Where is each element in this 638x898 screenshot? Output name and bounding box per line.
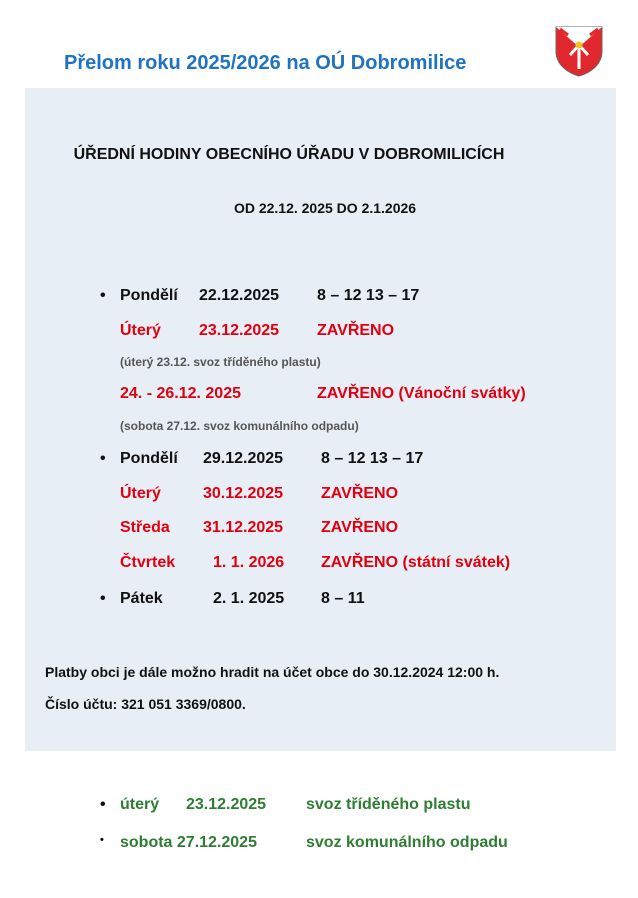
row-date: 29.12.2025	[203, 450, 284, 467]
row-hours: 8 – 12 13 – 17	[321, 450, 424, 467]
row-hours: ZAVŘENO	[321, 485, 399, 502]
account-number: Číslo účtu: 321 051 3369/0800.	[45, 696, 246, 712]
row-hours: 8 – 11	[321, 590, 365, 607]
bullet-icon: •	[100, 796, 106, 813]
row-date: 30.12.2025	[203, 485, 284, 502]
payment-info: Platby obci je dále možno hradit na účet obce do 30.12.2024 12:00 h.	[45, 664, 500, 680]
waste-label: svoz komunálního odpadu	[306, 834, 508, 851]
row-hours: 8 – 12 13 – 17	[317, 287, 420, 304]
bullet-icon: •	[100, 287, 106, 304]
row-day: Pondělí	[120, 450, 178, 467]
row-day: Úterý	[120, 485, 161, 502]
row-day: Pondělí	[120, 287, 178, 304]
row-date: 1. 1. 2026	[213, 554, 285, 571]
bullet-icon: •	[100, 590, 106, 607]
row-day: Úterý	[120, 322, 161, 339]
row-note: (sobota 27.12. svoz komunálního odpadu)	[120, 419, 359, 433]
notice-date-range: OD 22.12. 2025 DO 2.1.2026	[233, 200, 417, 216]
row-note: (úterý 23.12. svoz tříděného plastu)	[120, 355, 321, 369]
row-hours: ZAVŘENO (Vánoční svátky)	[317, 385, 526, 402]
row-date: 22.12.2025	[199, 287, 280, 304]
row-hours: ZAVŘENO	[317, 322, 395, 339]
coat-of-arms-icon	[554, 25, 604, 77]
row-day: 24. - 26.12. 2025	[120, 385, 241, 402]
row-day: Pátek	[120, 590, 163, 607]
row-date: 31.12.2025	[203, 519, 284, 536]
waste-date: 23.12.2025	[186, 796, 267, 813]
waste-label: svoz tříděného plastu	[306, 796, 471, 813]
row-date: 2. 1. 2025	[213, 590, 285, 607]
row-day: Čtvrtek	[120, 554, 176, 571]
bullet-icon: •	[100, 834, 104, 846]
waste-day: sobota 27.12.2025	[120, 834, 257, 851]
notice-heading: ÚŘEDNÍ HODINY OBECNÍHO ÚŘADU V DOBROMILICÍCH	[73, 146, 505, 163]
row-hours: ZAVŘENO	[321, 519, 399, 536]
waste-day: úterý	[120, 796, 160, 813]
row-date: 23.12.2025	[199, 322, 280, 339]
row-day: Středa	[120, 519, 170, 536]
bullet-icon: •	[100, 450, 106, 467]
row-hours: ZAVŘENO (státní svátek)	[321, 554, 511, 571]
page-title: Přelom roku 2025/2026 na OÚ Dobromilice	[64, 52, 467, 74]
